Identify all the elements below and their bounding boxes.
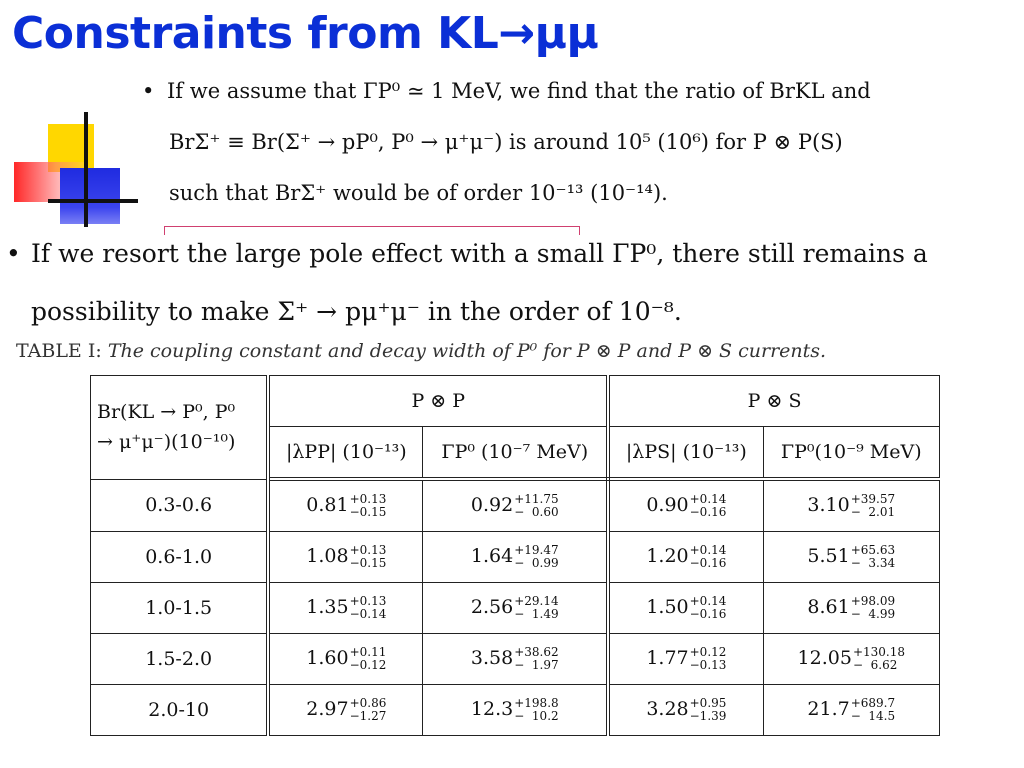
cell-error-down: − 2.01 (850, 505, 896, 519)
slide-logo-graphic (14, 112, 139, 227)
cell-error-up: +29.14 (514, 594, 559, 608)
cell-error-down: − 14.5 (850, 709, 896, 723)
col-header-gamma-ps: ΓP⁰(10⁻⁹ MeV) (763, 427, 939, 480)
bullet-1-line-3: such that BrΣ⁺ would be of order 10⁻¹³ (10⁻¹⁴). (169, 181, 668, 205)
cell-gpp (423, 479, 608, 532)
cell-error-down: −1.27 (349, 709, 387, 723)
cell-gps (763, 634, 939, 685)
cell-gps (763, 583, 939, 634)
cell-value: 8.61 (807, 596, 850, 618)
cell-error-up: +0.12 (689, 645, 727, 659)
bullet-dot: • (142, 79, 155, 103)
bullet-1-line-2: BrΣ⁺ ≡ Br(Σ⁺ → pP⁰, P⁰ → μ⁺μ⁻) is around 10⁵ (10⁶) for P ⊗ P(S) (169, 130, 843, 154)
cell-error-down: − 1.97 (514, 658, 559, 672)
cell-error-down: − 0.60 (514, 505, 559, 519)
cell-value: 1.77 (646, 647, 689, 669)
cell-error-down: −0.15 (349, 556, 387, 570)
cell-lpp (268, 479, 423, 532)
cell-error-up: +0.86 (349, 696, 387, 710)
table-row (91, 583, 940, 634)
cell-error-up: +0.13 (349, 543, 387, 557)
table-row (91, 634, 940, 685)
table-row (91, 479, 940, 532)
cell-gpp (423, 583, 608, 634)
cell-br-range: 1.5-2.0 (91, 634, 269, 685)
cell-br-range: 2.0-10 (91, 685, 269, 736)
cell-error-down: − 4.99 (850, 607, 896, 621)
col-header-gamma-pp: ΓP⁰ (10⁻⁷ MeV) (423, 427, 608, 480)
cell-value: 3.28 (646, 698, 689, 720)
cell-value: 3.10 (807, 494, 850, 516)
row-header-line-2: → μ⁺μ⁻)(10⁻¹⁰) (97, 431, 236, 454)
cell-value: 12.3 (470, 698, 514, 720)
cell-error-up: +0.14 (689, 543, 727, 557)
cell-error-up: +11.75 (514, 492, 559, 506)
slide-title: Constraints from KL→μμ (12, 8, 599, 59)
cell-error-down: −0.12 (349, 658, 387, 672)
cell-error-up: +65.63 (850, 543, 896, 557)
cell-lps (608, 532, 763, 583)
cell-value: 2.97 (306, 698, 349, 720)
cell-lpp (268, 583, 423, 634)
cell-value: 1.08 (306, 545, 349, 567)
cell-error-down: − 6.62 (852, 658, 898, 672)
cell-value: 0.90 (646, 494, 689, 516)
cell-error-down: −0.16 (689, 607, 727, 621)
table-caption (16, 340, 826, 362)
cell-br-range: 1.0-1.5 (91, 583, 269, 634)
cell-error-up: +0.14 (689, 594, 727, 608)
cell-error-down: − 3.34 (850, 556, 896, 570)
cell-error-up: +0.13 (349, 492, 387, 506)
bullet-2-line-1: If we resort the large pole effect with a small ΓP⁰, there still remains a (31, 239, 928, 268)
cell-value: 1.20 (646, 545, 689, 567)
bullet-1 (142, 66, 1022, 219)
cell-gpp (423, 634, 608, 685)
group-header-ps: P ⊗ S (608, 376, 939, 427)
table-row (91, 532, 940, 583)
cell-lpp (268, 532, 423, 583)
cell-br-range: 0.6-1.0 (91, 532, 269, 583)
cell-error-down: −0.13 (689, 658, 727, 672)
group-header-pp: P ⊗ P (268, 376, 608, 427)
cell-lps (608, 583, 763, 634)
table-caption-label: TABLE I: (16, 340, 102, 362)
cell-lpp (268, 685, 423, 736)
cell-error-up: +0.11 (349, 645, 387, 659)
cell-error-up: +130.18 (852, 645, 905, 659)
row-header-cell (91, 376, 269, 480)
cell-error-down: −0.16 (689, 505, 727, 519)
cell-lps (608, 479, 763, 532)
bullet-2 (6, 225, 1016, 341)
cell-error-up: +19.47 (514, 543, 559, 557)
bullet-2-line-2: possibility to make Σ⁺ → pμ⁺μ⁻ in the order of 10⁻⁸. (31, 297, 682, 326)
cell-gps (763, 532, 939, 583)
logo-horizontal-line (48, 199, 138, 203)
cell-error-up: +98.09 (850, 594, 896, 608)
cell-error-down: − 1.49 (514, 607, 559, 621)
cell-error-down: − 10.2 (514, 709, 559, 723)
cell-value: 5.51 (807, 545, 850, 567)
col-header-lambda-pp: |λPP| (10⁻¹³) (268, 427, 423, 480)
cell-error-down: − 0.99 (514, 556, 559, 570)
cell-gps (763, 685, 939, 736)
bullet-dot: • (6, 239, 21, 268)
cell-value: 0.92 (470, 494, 514, 516)
cell-error-down: −1.39 (689, 709, 727, 723)
cell-error-up: +0.95 (689, 696, 727, 710)
table-caption-text: The coupling constant and decay width of P⁰ for P ⊗ P and P ⊗ S currents. (107, 340, 827, 362)
cell-value: 1.60 (306, 647, 349, 669)
cell-lpp (268, 634, 423, 685)
logo-vertical-line (84, 112, 88, 227)
cell-error-up: +689.7 (850, 696, 896, 710)
cell-value: 0.81 (306, 494, 349, 516)
cell-error-up: +39.57 (850, 492, 896, 506)
cell-gpp (423, 532, 608, 583)
cell-error-up: +0.13 (349, 594, 387, 608)
cell-lps (608, 634, 763, 685)
table-row (91, 685, 940, 736)
table-body (91, 479, 940, 736)
logo-blue-square (60, 168, 120, 224)
cell-error-up: +198.8 (514, 696, 559, 710)
row-header-line-1: Br(KL → P⁰, P⁰ (97, 401, 236, 424)
cell-value: 1.64 (470, 545, 514, 567)
cell-value: 21.7 (807, 698, 850, 720)
cell-value: 1.35 (306, 596, 349, 618)
cell-lps (608, 685, 763, 736)
bullet-1-line-1: If we assume that ΓP⁰ ≃ 1 MeV, we find that the ratio of BrKL and (167, 79, 871, 103)
cell-value: 12.05 (797, 647, 852, 669)
cell-error-up: +0.14 (689, 492, 727, 506)
col-header-lambda-ps: |λPS| (10⁻¹³) (608, 427, 763, 480)
cell-error-up: +38.62 (514, 645, 559, 659)
cell-value: 2.56 (470, 596, 514, 618)
cell-br-range: 0.3-0.6 (91, 479, 269, 532)
cell-error-down: −0.16 (689, 556, 727, 570)
cell-error-down: −0.15 (349, 505, 387, 519)
coupling-table (90, 375, 940, 736)
cell-gps (763, 479, 939, 532)
cell-value: 1.50 (646, 596, 689, 618)
cell-error-down: −0.14 (349, 607, 387, 621)
cell-value: 3.58 (470, 647, 514, 669)
cell-gpp (423, 685, 608, 736)
